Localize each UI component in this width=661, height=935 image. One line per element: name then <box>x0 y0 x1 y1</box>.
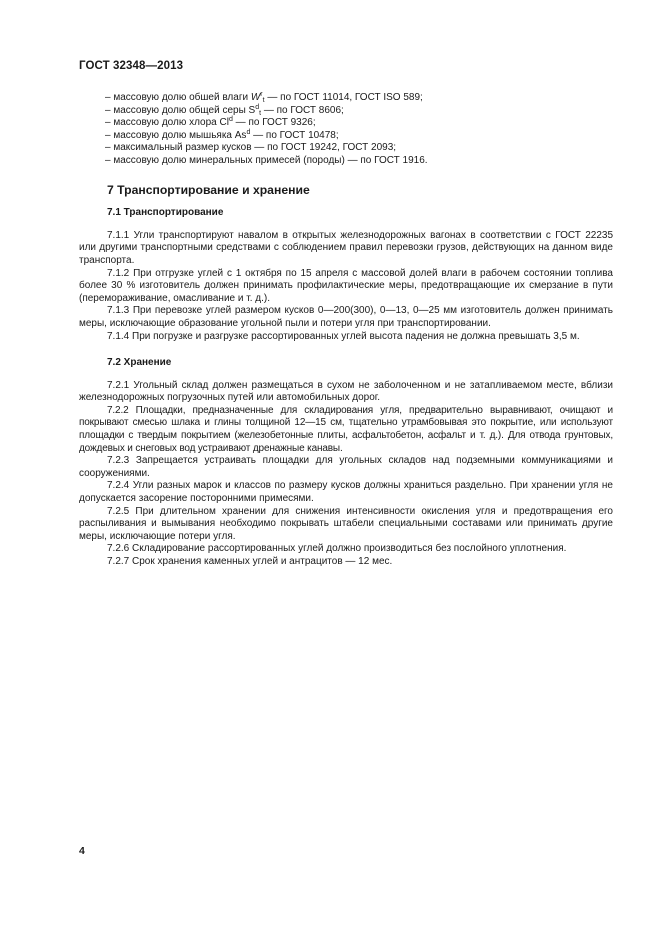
paragraph-7-2-7: 7.2.7 Срок хранения каменных углей и антрацитов — 12 мес. <box>107 556 393 567</box>
paragraph-7-1-2: 7.1.2 При отгрузке углей с 1 октября по 15 апреля с массовой долей влаги в рабочем состоянии топлива более 30 % изготовитель должен принимать профилактические меры, предотвращающие их смерзание в пути (перемораживание, омасливание и т. д.). <box>79 267 613 304</box>
list-item: – массовую долю минеральных примесей (породы) — по ГОСТ 1916. <box>105 154 428 166</box>
section-title: 7 Транспортирование и хранение <box>107 182 310 197</box>
list-item: – максимальный размер кусков — по ГОСТ 19242, ГОСТ 2093; <box>105 142 397 154</box>
paragraph-7-2-1: 7.2.1 Угольный склад должен размещаться в сухом не заболоченном и не затапливаемом месте, вблизи железнодорожных погрузочных путей или автомобильных дорог. <box>79 379 613 404</box>
paragraph-7-1-1: 7.1.1 Угли транспортируют навалом в открытых железнодорожных вагонах в соответствии с ГОСТ 22235 или другими транспортными средствами с соблюдением правил перевозки грузов, действующих на данном виде транспорта. <box>79 229 613 266</box>
paragraph-7-2-4: 7.2.4 Угли разных марок и классов по размеру кусков должны храниться раздельно. При хранении угля не допускается засорение посторонними примесями. <box>79 480 613 505</box>
paragraph-7-1-3: 7.1.3 При перевозке углей размером кусков 0—200(300), 0—13, 0—25 мм изготовитель должен принимать меры, исключающие образование угольной пыли и потери угля при транспортировании. <box>79 305 613 329</box>
subsection-title-storage: 7.2 Хранение <box>107 357 172 369</box>
page-number: 4 <box>79 845 85 857</box>
determination-methods-list <box>79 92 613 168</box>
list-item: – массовую долю общей серы $S^d_t$ — по ГОСТ 8606; <box>105 103 344 117</box>
document-code-header: ГОСТ 32348—2013 <box>79 60 184 72</box>
paragraph-7-1-4: 7.1.4 При погрузке и разгрузке рассортированных углей высота падения не должна превышать 3,5 м. <box>107 330 580 342</box>
paragraph-7-2-6: 7.2.6 Складирование рассортированных углей должно производиться без послойного уплотнения. <box>107 543 567 555</box>
subsection-title-transport: 7.1 Транспортирование <box>107 207 224 219</box>
list-item: – массовую долю обшей влаги $W^r_t$ — по ГОСТ 11014, ГОСТ ISO 589; <box>105 91 423 104</box>
paragraph-7-2-3: 7.2.3 Запрещается устраивать площадки для угольных складов над подземными коммуникациями и сооружениями. <box>79 455 613 479</box>
document-body <box>79 92 613 569</box>
list-item: – массовую долю хлора Cl$^d$ — по ГОСТ 9326; <box>105 116 316 129</box>
list-item: – массовую долю мышьяка As$^d$ — по ГОСТ 10478; <box>105 128 339 141</box>
paragraph-7-2-5: 7.2.5 При длительном хранении для снижения интенсивности окисления угля и предотвращения его распыливания и вымывания необходимо покрывать штабели специальными составами или принимать другие меры, исключающие потери угля. <box>79 505 613 542</box>
paragraph-7-2-2: 7.2.2 Площадки, предназначенные для складирования угля, предварительно выравнивают, очищают и покрывают смесью шлака и глины толщиной 12—15 см, тщательно утрамбовывая это покрытие, или используют площадки с твердым покрытием (железобетонные плиты, асфальтобетон, асфальт и т. д.). Для отвода грунтовых, дождевых и снеговых вод устраивают дренажные канавы. <box>79 404 613 454</box>
